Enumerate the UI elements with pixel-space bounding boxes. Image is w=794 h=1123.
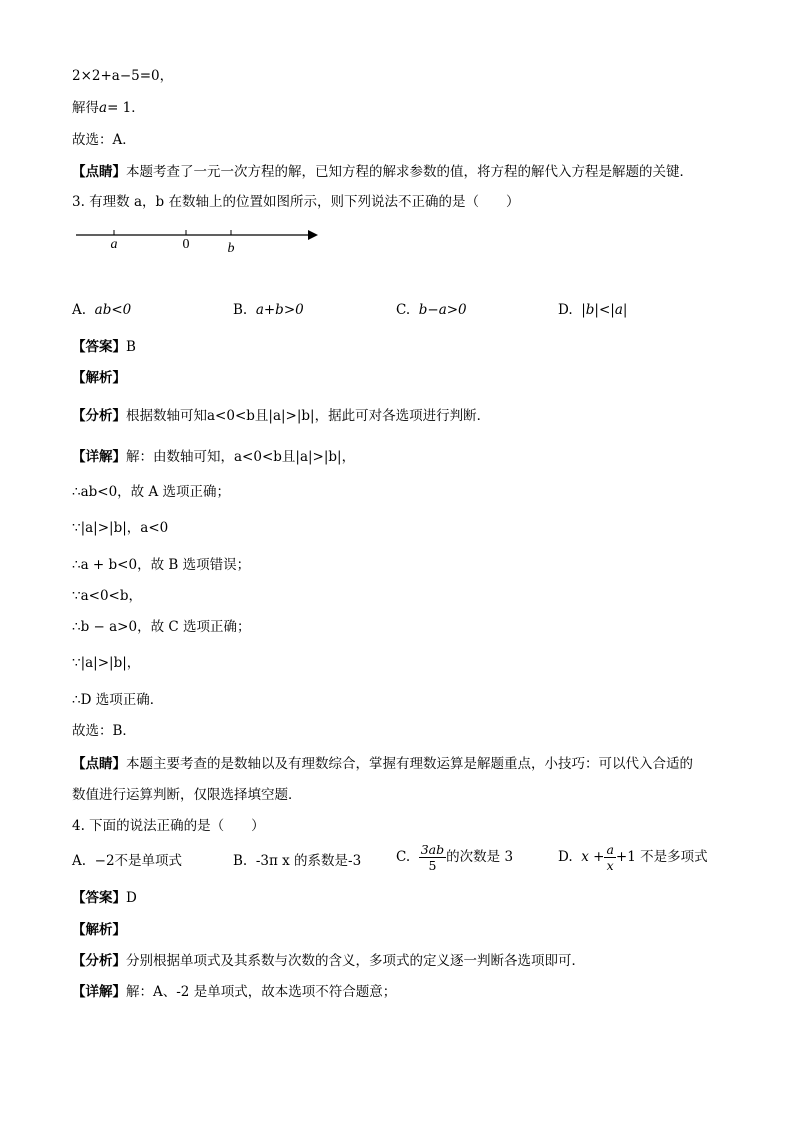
q4-option-c-denominator: 5	[428, 858, 437, 873]
q4-xiangjie-text: 解：A、-2 是单项式，故本选项不符合题意；	[126, 984, 397, 1000]
comment-tag: 【点睛】	[72, 164, 126, 180]
q3-xiangjie	[72, 447, 355, 467]
question-4-stem: 4. 下面的说法正确的是（ ）	[72, 818, 265, 834]
q3-answer-value: B	[126, 339, 136, 355]
q4-option-d-text: +1 不是多项式	[615, 849, 708, 865]
q4-analysis-tag: 【解析】	[72, 922, 126, 938]
q3-comment	[72, 754, 693, 774]
q4-xiangjie-tag: 【详解】	[72, 984, 126, 1000]
q3-option-c-letter: C.	[396, 302, 411, 318]
comment-line	[72, 162, 693, 182]
q4-fenxi	[72, 951, 585, 971]
q4-option-a-text: −2不是单项式	[94, 853, 183, 869]
question-3-stem: 3. 有理数 a，b 在数轴上的位置如图所示，则下列说法不正确的是（ ）	[72, 194, 520, 210]
q4-option-c-numerator: 3ab	[420, 842, 445, 857]
q3-fenxi	[72, 406, 490, 426]
q4-fenxi-text: 分别根据单项式及其系数与次数的含义，多项式的定义逐一判断各选项即可．	[126, 953, 585, 969]
q4-option-c-text: 的次数是 3	[446, 849, 514, 865]
q4-fenxi-tag: 【分析】	[72, 953, 126, 969]
q3-answer	[72, 337, 136, 357]
q4-option-a[interactable]	[72, 851, 182, 871]
q4-option-d[interactable]	[558, 842, 708, 873]
q3-step-2: ∵|a|>|b|，a<0	[72, 520, 169, 536]
q4-option-b[interactable]	[233, 851, 361, 871]
equation-line: 2×2+a−5=0，	[72, 68, 174, 84]
q3-option-c[interactable]	[396, 300, 467, 320]
q3-option-b[interactable]	[233, 300, 304, 320]
q3-step-4: ∵a<0<b，	[72, 588, 142, 604]
q4-xiangjie	[72, 982, 396, 1002]
q4-option-b-text: -3π x 的系数是-3	[255, 853, 362, 869]
q3-comment-line1: 本题主要考查的是数轴以及有理数综合，掌握有理数运算是解题重点，小技巧：可以代入合适的	[126, 756, 693, 772]
solution-var: a	[99, 100, 108, 116]
label-b: b	[227, 241, 235, 256]
choice-line: 故选：A．	[72, 132, 136, 148]
q3-option-b-text: a+b>0	[255, 302, 304, 318]
q3-option-a-text: ab<0	[94, 302, 132, 318]
label-a: a	[110, 237, 118, 252]
label-zero: 0	[182, 237, 190, 252]
q3-fenxi-text: 根据数轴可知a<0<b且|a|>|b|，据此可对各选项进行判断．	[126, 408, 491, 424]
solution-prefix: 解得	[72, 100, 99, 116]
q4-option-d-numerator: a	[606, 842, 614, 857]
q3-option-c-text: b−a>0	[418, 302, 467, 318]
q4-option-b-letter: B.	[233, 853, 248, 869]
q4-answer-tag: 【答案】	[72, 890, 126, 906]
q3-step-1: ∴ab<0，故 A 选项正确；	[72, 484, 231, 500]
q3-option-b-letter: B.	[233, 302, 248, 318]
q4-option-d-pre: x +	[581, 849, 605, 865]
q4-answer	[72, 888, 137, 908]
q3-comment-tag: 【点睛】	[72, 756, 126, 772]
q3-option-d-letter: D.	[558, 302, 573, 318]
q3-analysis-tag: 【解析】	[72, 370, 126, 386]
q3-option-a[interactable]	[72, 300, 131, 320]
q3-option-d-text: |b|<|a|	[581, 302, 628, 318]
q3-step-8: 故选：B．	[72, 723, 136, 739]
q3-step-5: ∴b − a>0，故 C 选项正确；	[72, 619, 251, 635]
solution-line	[72, 98, 145, 118]
solution-value: = 1．	[107, 100, 145, 116]
q3-step-7: ∴D 选项正确．	[72, 692, 164, 708]
q3-xiangjie-tag: 【详解】	[72, 449, 126, 465]
q3-option-a-letter: A.	[72, 302, 87, 318]
q3-step-3: ∴a + b<0，故 B 选项错误；	[72, 557, 251, 573]
number-line-arrow	[308, 230, 318, 240]
q3-fenxi-tag: 【分析】	[72, 408, 126, 424]
q4-answer-value: D	[126, 890, 137, 906]
q4-option-d-fraction	[604, 842, 615, 873]
q4-option-c-letter: C.	[396, 849, 411, 865]
q4-option-c[interactable]	[396, 842, 513, 873]
q4-option-c-fraction	[419, 842, 446, 873]
comment-text: 本题考查了一元一次方程的解，已知方程的解求参数的值，将方程的解代入方程是解题的关键．	[126, 164, 693, 180]
q3-comment-line2: 数值进行运算判断，仅限选择填空题．	[72, 787, 302, 803]
q3-step-6: ∵|a|>|b|，	[72, 655, 141, 671]
q4-option-a-letter: A.	[72, 853, 87, 869]
q4-option-d-denominator: x	[606, 858, 614, 873]
q3-option-d[interactable]	[558, 300, 627, 320]
q3-xiangjie-text: 解：由数轴可知，a<0<b且|a|>|b|，	[126, 449, 356, 465]
number-line-figure	[72, 222, 332, 262]
q3-answer-tag: 【答案】	[72, 339, 126, 355]
q4-option-d-letter: D.	[558, 849, 573, 865]
